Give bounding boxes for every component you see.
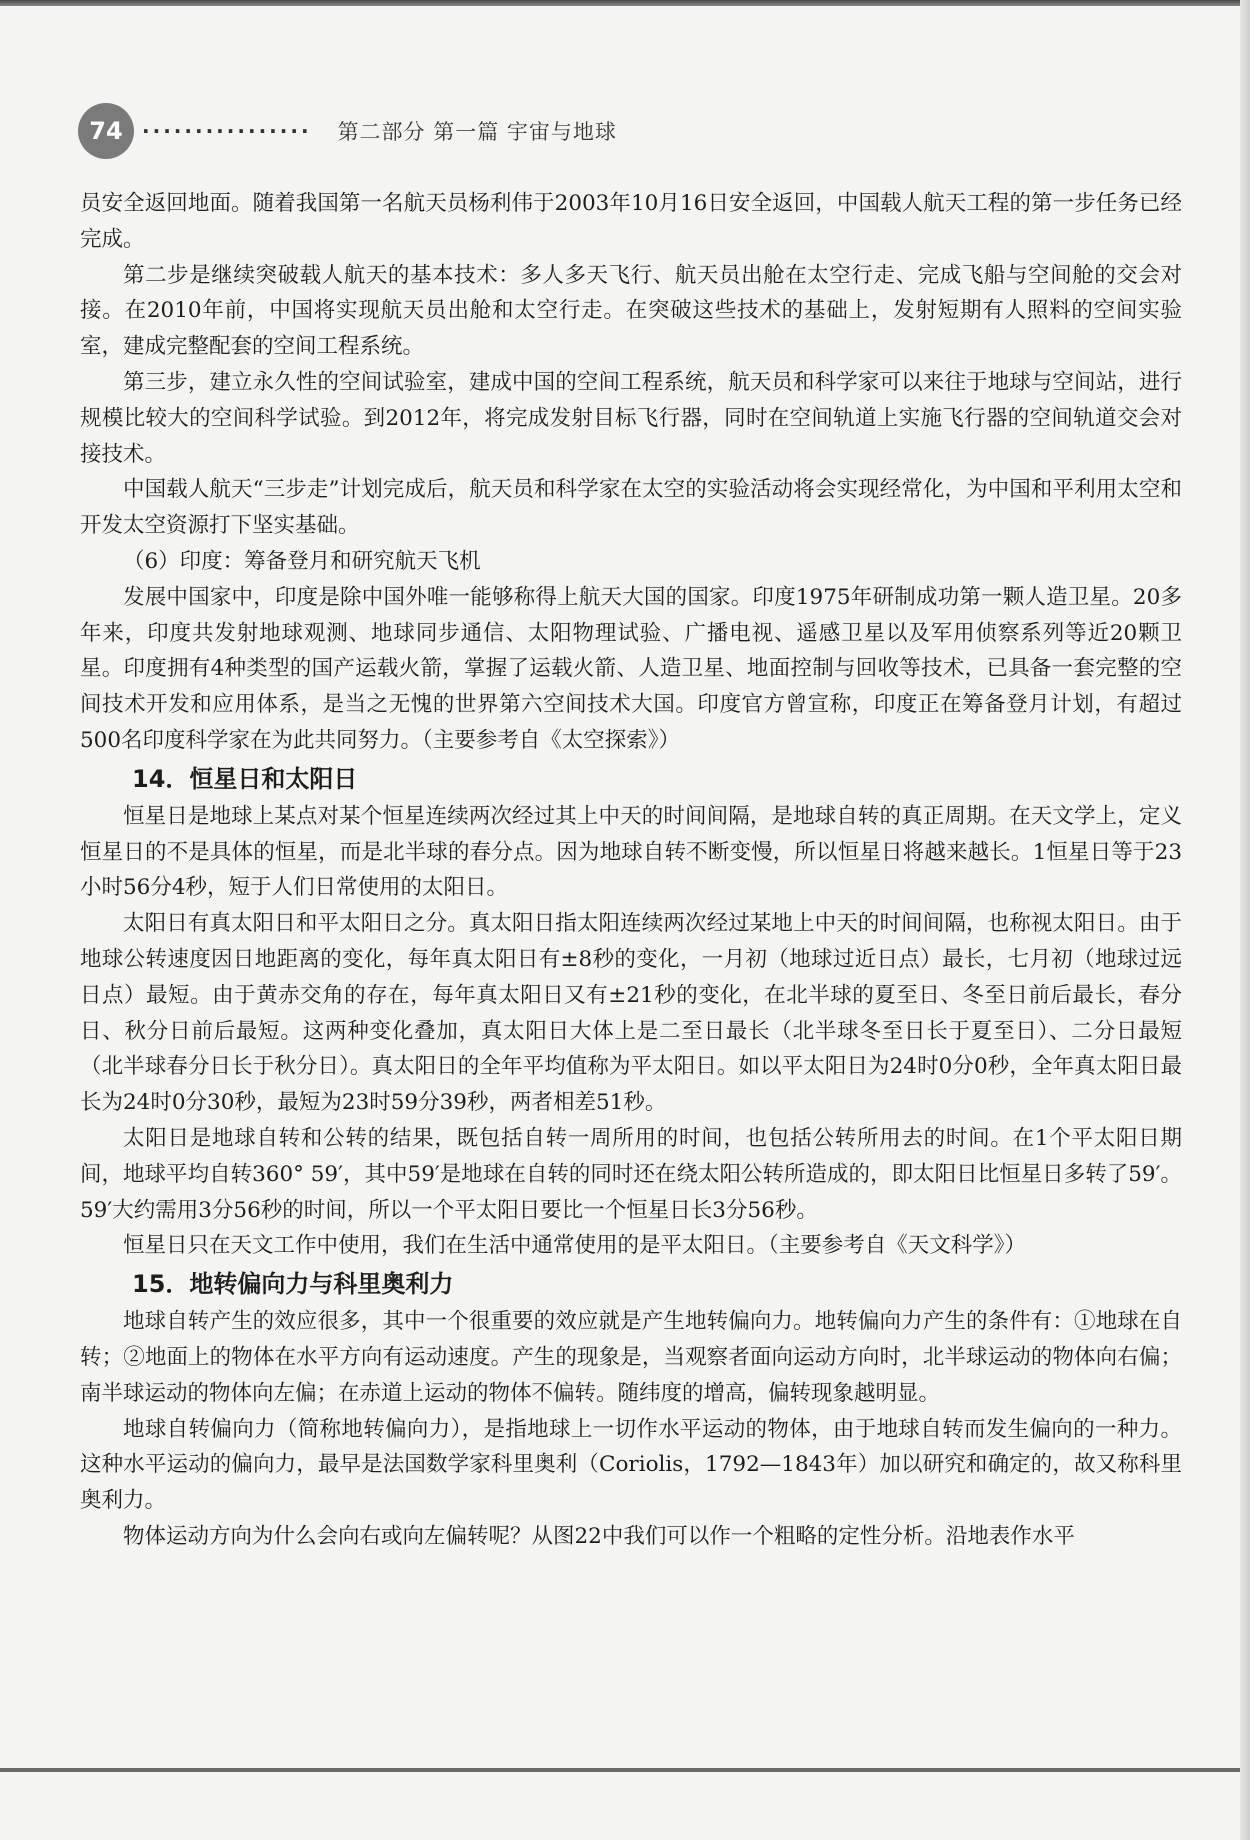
paragraph-coriolis: 地球自转偏向力（简称地转偏向力），是指地球上一切作水平运动的物体，由于地球自转而发生偏向的一种力。这种水平运动的偏向力，最早是法国数学家科里奥利（Coriolis，1792—1843年）加以研究和确定的，故又称科里奥利力。 — [80, 1416, 1182, 1514]
paragraph-2: 第二步是继续突破载人航天的基本技术：多人多天飞行、航天员出舱在太空行走、完成飞船与空间舱的交会对接。在2010年前，中国将实现航天员出舱和太空行走。在突破这些技术的基础上，发射短期有人照料的空间实验室，建成完整配套的空间工程系统。 — [80, 262, 1182, 360]
running-title: 第二部分 第一篇 宇宙与地球 — [337, 120, 617, 144]
page-body — [80, 186, 1182, 1555]
subsection-india: （6）印度：筹备登月和研究航天飞机 — [123, 548, 481, 574]
top-border — [0, 0, 1250, 6]
header-dot-leader: ················ — [142, 119, 312, 143]
paragraph-usage: 恒星日只在天文工作中使用，我们在生活中通常使用的是平太阳日。（主要参考自《天文科学》） — [123, 1233, 1027, 1259]
paragraph-4: 中国载人航天“三步走”计划完成后，航天员和科学家在太空的实验活动将会实现经常化，为中国和平利用太空和开发太空资源打下坚实基础。 — [80, 477, 1182, 539]
bottom-border — [0, 1768, 1240, 1772]
paragraph-deflection-effect: 地球自转产生的效应很多，其中一个很重要的效应就是产生地转偏向力。地转偏向力产生的条件有：①地球在自转；②地面上的物体在水平方向有运动速度。产生的现象是，当观察者面向运动方向时，北半球运动的物体向右偏；南半球运动的物体向左偏；在赤道上运动的物体不偏转。随纬度的增高，偏转现象越明显。 — [80, 1309, 1182, 1406]
page-header — [78, 103, 617, 159]
page-edge-shadow — [1240, 0, 1250, 1840]
heading-15: 15．地转偏向力与科里奥利力 — [132, 1270, 454, 1299]
paragraph-1: 员安全返回地面。随着我国第一名航天员杨利伟于2003年10月16日安全返回，中国载人航天工程的第一步任务已经完成。 — [80, 191, 1182, 252]
paragraph-india: 发展中国家中，印度是除中国外唯一能够称得上航天大国的国家。印度1975年研制成功第一颗人造卫星。20多年来，印度共发射地球观测、地球同步通信、太阳物理试验、广播电视、遥感卫星以及军用侦察系列等近20颗卫星。印度拥有4种类型的国产运载火箭，掌握了运载火箭、人造卫星、地面控制与回收等技术，已具备一套完整的空间技术开发和应用体系，是当之无愧的世界第六空间技术大国。印度官方曾宣称，印度正在筹备登月计划，有超过500名印度科学家在为此共同努力。（主要参考自《太空探索》） — [80, 584, 1182, 753]
paragraph-3: 第三步，建立永久性的空间试验室，建成中国的空间工程系统，航天员和科学家可以来往于地球与空间站，进行规模比较大的空间科学试验。到2012年，将完成发射目标飞行器，同时在空间轨道上实施飞行器的空间轨道交会对接技术。 — [80, 369, 1182, 467]
heading-14: 14．恒星日和太阳日 — [132, 764, 358, 793]
paragraph-solar-day: 太阳日有真太阳日和平太阳日之分。真太阳日指太阳连续两次经过某地上中天的时间间隔，也称视太阳日。由于地球公转速度因日地距离的变化，每年真太阳日有±8秒的变化，一月初（地球过近日点）最长，七月初（地球过远日点）最短。由于黄赤交角的存在，每年真太阳日又有±21秒的变化，在北半球的夏至日、冬至日前后最长，春分日、秋分日前后最短。这两种变化叠加，真太阳日大体上是二至日最长（北半球冬至日长于夏至日）、二分日最短（北半球春分日长于秋分日）。真太阳日的全年平均值称为平太阳日。如以平太阳日为24时0分0秒，全年真太阳日最长为24时0分30秒，最短为23时59分39秒，两者相差51秒。 — [80, 911, 1182, 1116]
paragraph-solar-day-cause: 太阳日是地球自转和公转的结果，既包括自转一周所用的时间，也包括公转所用去的时间。在1个平太阳日期间，地球平均自转360° 59′，其中59′是地球在自转的同时还在绕太阳公转所造成的，即太阳日比恒星日多转了59′。59′大约需用3分56秒的时间，所以一个平太阳日要比一个恒星日长3分56秒。 — [80, 1125, 1182, 1223]
page-number-badge: 74 — [78, 103, 134, 159]
paragraph-analysis: 物体运动方向为什么会向右或向左偏转呢？从图22中我们可以作一个粗略的定性分析。沿地表作水平 — [123, 1523, 1075, 1549]
paragraph-sidereal-day: 恒星日是地球上某点对某个恒星连续两次经过其上中天的时间间隔，是地球自转的真正周期。在天文学上，定义恒星日的不是具体的恒星，而是北半球的春分点。因为地球自转不断变慢，所以恒星日将越来越长。1恒星日等于23小时56分4秒，短于人们日常使用的太阳日。 — [80, 803, 1182, 901]
